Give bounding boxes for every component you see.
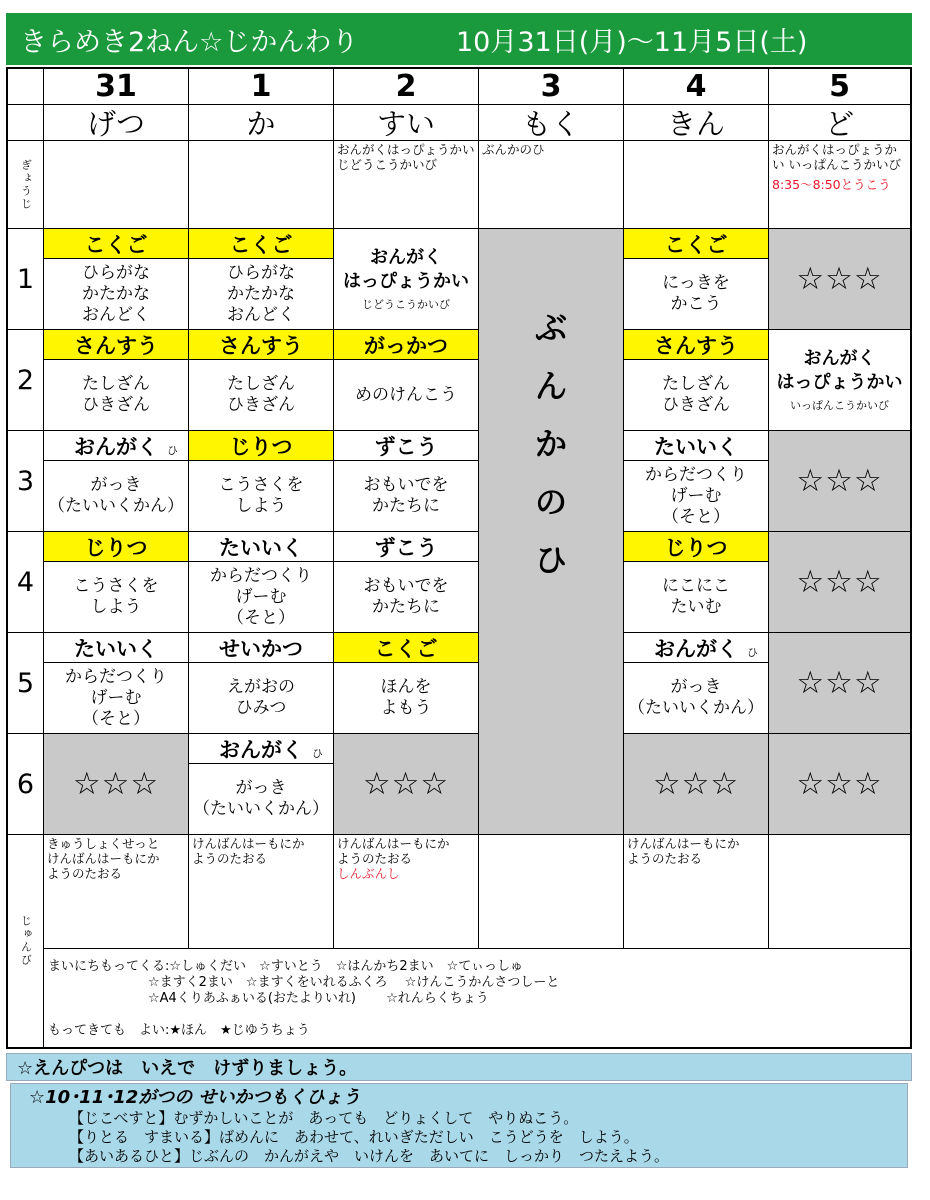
subject-note: ひ [167, 444, 178, 457]
content-line: ほんを [380, 677, 432, 697]
subject-label: おんがく [74, 434, 158, 459]
content-line: がっき [670, 677, 722, 697]
recital-block [769, 330, 910, 430]
junbi-thu [479, 835, 624, 949]
day-name-mon: げつ [44, 105, 189, 141]
cell-content [624, 461, 768, 531]
cell-content [624, 259, 768, 329]
content-line: たいむ [670, 597, 722, 617]
gyouji-label: ぎょうじ [8, 141, 44, 229]
gyouji-tue [189, 141, 334, 229]
cell-fri-6 [624, 734, 769, 835]
daily-line-4: もってきても よい:★ほん ★じゆうちょう [48, 1023, 310, 1038]
day-number-fri: 4 [624, 69, 769, 105]
content-line: ひみつ [235, 698, 287, 718]
bunka-char: ひ [534, 541, 567, 579]
pencil-notice: ☆えんぴつは いえで けずりましょう。 [6, 1053, 912, 1081]
content-line: かこう [670, 294, 722, 314]
bunka-char: の [534, 483, 567, 521]
cell-wed-6 [334, 734, 479, 835]
cell-wed-5 [334, 633, 479, 734]
cell-content [189, 461, 333, 531]
subject-ongaku [624, 633, 768, 663]
day-name-tue: か [189, 105, 334, 141]
content-line: にっきを [662, 273, 730, 293]
cell-tue-2 [189, 330, 334, 431]
subject-sansu: さんすう [189, 330, 333, 360]
subject-sansu: さんすう [44, 330, 188, 360]
bunka-char: か [534, 425, 567, 463]
cell-sat-3 [769, 431, 910, 532]
subject-ongaku [189, 734, 333, 764]
gyouji-thu: ぶんかのひ [479, 141, 624, 229]
goal-item: 【りとる すまいる】ばめんに あわせて、れいぎただしい こうどうを しよう。 [69, 1128, 639, 1146]
bunka-no-hi-block [479, 229, 624, 835]
stars-placeholder: ☆☆☆ [72, 766, 160, 802]
day-name-fri: きん [624, 105, 769, 141]
subject-gakkatsu: がっかつ [334, 330, 478, 360]
junbi-line: ようのたおる [627, 851, 703, 866]
page-title: きらめき2ねん☆じかんわり [20, 26, 359, 58]
subject-label: おんがく [654, 636, 738, 661]
junbi-line: けんばんはーもにか [337, 836, 450, 851]
daily-line-3: ☆A4くりあふぁいる(おたよりいれ) ☆れんらくちょう [148, 991, 489, 1006]
content-line: （そと） [227, 607, 295, 628]
gyouji-wed: おんがくはっぴょうかい じどうこうかいび [334, 141, 479, 229]
day-name-thu: もく [479, 105, 624, 141]
goals-title: ☆10･11･12がつの せいかつもくひょう [29, 1087, 361, 1108]
gyouji-sat-time: 8:35〜8:50とうこう [772, 177, 891, 192]
cell-content [44, 360, 188, 430]
content-line: かたかな [82, 283, 150, 304]
content-line: （そと） [662, 506, 730, 527]
subject-kokugo: こくご [44, 229, 188, 259]
cell-fri-4 [624, 532, 769, 633]
content-line: おもいでを [363, 576, 449, 596]
content-line: ひきざん [227, 395, 295, 415]
cell-sat-4 [769, 532, 910, 633]
period-label-3: 3 [8, 431, 44, 532]
day-number-tue: 1 [189, 69, 334, 105]
content-line: めのけんこう [355, 384, 457, 405]
cell-mon-5 [44, 633, 189, 734]
content-line: （そと） [82, 708, 150, 729]
period-label-2: 2 [8, 330, 44, 431]
day-number-sat: 5 [769, 69, 910, 105]
cell-mon-4 [44, 532, 189, 633]
cell-content [624, 360, 768, 430]
cell-fri-2 [624, 330, 769, 431]
stars-placeholder: ☆☆☆ [652, 766, 740, 802]
content-line: かたかな [227, 283, 295, 304]
junbi-line: きゅうしょくせっと [47, 836, 160, 851]
subject-sansu: さんすう [624, 330, 768, 360]
recital-block [334, 229, 478, 329]
cell-tue-1 [189, 229, 334, 330]
subject-taiiku: たいいく [44, 633, 188, 663]
gyouji-sat [769, 141, 910, 229]
stars-placeholder: ☆☆☆ [796, 261, 883, 297]
subject-jiritsu: じりつ [44, 532, 188, 562]
corner-cell-2 [8, 105, 44, 141]
content-line: しよう [235, 496, 287, 516]
day-number-thu: 3 [479, 69, 624, 105]
bunka-char: ぶ [534, 309, 567, 347]
junbi-tue [189, 835, 334, 949]
content-line: がっき [90, 475, 142, 495]
cell-tue-3 [189, 431, 334, 532]
subject-ongaku [44, 431, 188, 461]
stars-placeholder: ☆☆☆ [796, 564, 883, 600]
content-line: たしざん [662, 374, 730, 394]
cell-fri-1 [624, 229, 769, 330]
content-line: えがおの [227, 677, 295, 697]
goal-item: 【じこべすと】むずかしいことが あっても どりょくして やりぬこう。 [69, 1109, 579, 1127]
cell-tue-6 [189, 734, 334, 835]
day-name-wed: すい [334, 105, 479, 141]
junbi-line-red: しんぶんし [337, 866, 400, 881]
cell-content [189, 764, 333, 834]
content-line: からだつくり [210, 565, 312, 586]
cell-tue-4 [189, 532, 334, 633]
content-line: げーむ [670, 485, 722, 506]
junbi-wed [334, 835, 479, 949]
cell-fri-3 [624, 431, 769, 532]
subject-taiiku: たいいく [624, 431, 768, 461]
content-line: （たいいくかん） [628, 698, 764, 718]
cell-content [189, 259, 333, 329]
gyouji-sat-text: おんがくはっぴょうかい いっぱんこうかいび [772, 142, 901, 172]
junbi-line: ようのたおる [47, 866, 123, 881]
day-number-wed: 2 [334, 69, 479, 105]
cell-wed-4 [334, 532, 479, 633]
day-number-mon: 31 [44, 69, 189, 105]
gyouji-fri [624, 141, 769, 229]
stars-placeholder: ☆☆☆ [796, 766, 883, 802]
bunka-char: ん [534, 367, 567, 405]
cell-sat-5 [769, 633, 910, 734]
cell-wed-3 [334, 431, 479, 532]
cell-tue-5 [189, 633, 334, 734]
cell-content [334, 663, 478, 733]
content-line: ひきざん [662, 395, 730, 415]
cell-sat-1 [769, 229, 910, 330]
life-goals [10, 1083, 908, 1168]
content-line: よもう [380, 698, 432, 718]
junbi-line: けんばんはーもにか [192, 836, 305, 851]
content-line: ひらがな [82, 262, 150, 283]
day-name-sat: ど [769, 105, 910, 141]
recital-line-1: おんがく [803, 347, 876, 369]
cell-content [189, 663, 333, 733]
content-line: かたちに [372, 597, 440, 617]
junbi-fri [624, 835, 769, 949]
cell-mon-2 [44, 330, 189, 431]
cell-content [44, 259, 188, 329]
cell-content [624, 663, 768, 733]
period-label-5: 5 [8, 633, 44, 734]
cell-content [334, 360, 478, 430]
stars-placeholder: ☆☆☆ [796, 463, 883, 499]
content-line: たしざん [82, 374, 150, 394]
content-line: しよう [90, 597, 142, 617]
recital-line-2: はっぴょうかい [343, 270, 469, 292]
content-line: ひきざん [82, 395, 150, 415]
daily-line-1: まいにちもってくる:☆しゅくだい ☆すいとう ☆はんかち2まい ☆てぃっしゅ [48, 959, 524, 974]
daily-line-2: ☆ますく2まい ☆ますくをいれるふくろ ☆けんこうかんさつしーと [148, 975, 560, 990]
timetable [6, 67, 912, 1049]
content-line: げーむ [90, 687, 142, 708]
content-line: からだつくり [65, 666, 167, 687]
subject-jiritsu: じりつ [189, 431, 333, 461]
corner-cell [8, 69, 44, 105]
cell-content [44, 461, 188, 531]
content-line: おんどく [82, 304, 150, 325]
recital-line-2: はっぴょうかい [776, 371, 903, 393]
content-line: こうさくを [73, 576, 159, 596]
subject-kokugo: こくご [624, 229, 768, 259]
junbi-label: じゅんび [8, 835, 44, 1047]
junbi-line: けんばんはーもにか [627, 836, 740, 851]
content-line: にこにこ [662, 576, 730, 596]
title-header [6, 13, 912, 65]
junbi-line: ようのたおる [192, 851, 268, 866]
content-line: おもいでを [363, 475, 449, 495]
content-line: （たいいくかん） [48, 496, 184, 516]
cell-content [334, 461, 478, 531]
subject-label: おんがく [219, 737, 303, 762]
date-range: 10月31日(月)〜11月5日(土) [456, 26, 808, 58]
cell-sat-6 [769, 734, 910, 835]
content-line: がっき [235, 778, 287, 798]
daily-items [48, 959, 559, 1039]
cell-fri-5 [624, 633, 769, 734]
cell-mon-6 [44, 734, 189, 835]
cell-mon-1 [44, 229, 189, 330]
subject-note: ひ [747, 646, 758, 659]
period-label-1: 1 [8, 229, 44, 330]
content-line: たしざん [227, 374, 295, 394]
content-line: （たいいくかん） [193, 799, 329, 819]
junbi-line: けんばんはーもにか [47, 851, 160, 866]
cell-sat-2 [769, 330, 910, 431]
cell-mon-3 [44, 431, 189, 532]
cell-content [44, 663, 188, 733]
content-line: こうさくを [218, 475, 304, 495]
gyouji-mon [44, 141, 189, 229]
stars-placeholder: ☆☆☆ [362, 766, 450, 802]
subject-seikatsu: せいかつ [189, 633, 333, 663]
junbi-sat [769, 835, 910, 949]
cell-wed-2 [334, 330, 479, 431]
content-line: からだつくり [645, 464, 747, 485]
cell-content [189, 562, 333, 632]
subject-zukou: ずこう [334, 431, 478, 461]
content-line: げーむ [235, 586, 287, 607]
recital-line-1: おんがく [370, 246, 442, 268]
cell-content [334, 562, 478, 632]
recital-sub: いっぱんこうかいび [790, 398, 889, 412]
junbi-line: ようのたおる [337, 851, 413, 866]
subject-jiritsu: じりつ [624, 532, 768, 562]
recital-sub: じどうこうかいび [362, 297, 450, 311]
stars-placeholder: ☆☆☆ [796, 665, 883, 701]
period-label-6: 6 [8, 734, 44, 835]
subject-note: ひ [312, 747, 323, 760]
subject-kokugo: こくご [334, 633, 478, 663]
subject-kokugo: こくご [189, 229, 333, 259]
junbi-mon [44, 835, 189, 949]
content-line: おんどく [227, 304, 295, 325]
cell-content [44, 562, 188, 632]
cell-content [189, 360, 333, 430]
cell-wed-1 [334, 229, 479, 330]
cell-content [624, 562, 768, 632]
content-line: かたちに [372, 496, 440, 516]
period-label-4: 4 [8, 532, 44, 633]
content-line: ひらがな [227, 262, 295, 283]
goal-item: 【あいあるひと】じぶんの かんがえや いけんを あいてに しっかり つたえよう。 [69, 1147, 670, 1165]
subject-zukou: ずこう [334, 532, 478, 562]
subject-taiiku: たいいく [189, 532, 333, 562]
